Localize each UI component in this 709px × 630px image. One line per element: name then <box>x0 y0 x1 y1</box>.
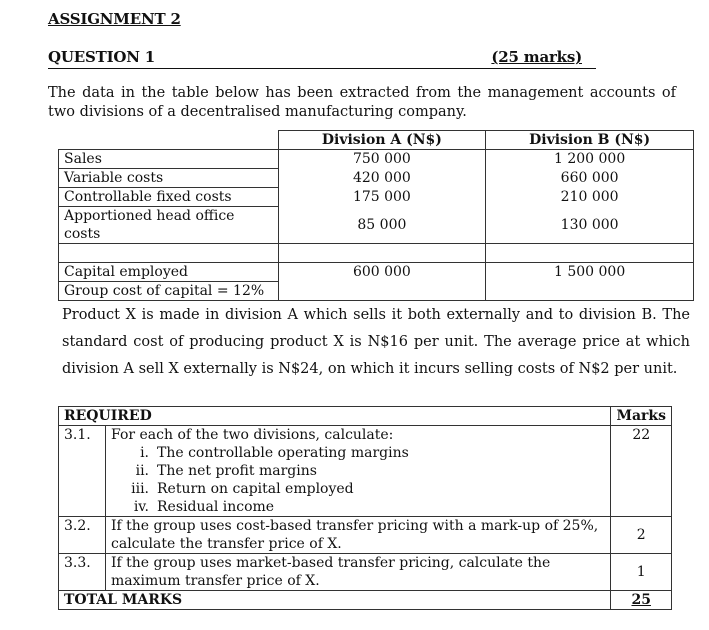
table-spacer-row <box>59 244 694 263</box>
required-header-row <box>59 407 672 426</box>
empty-cell <box>278 282 486 301</box>
empty-cell <box>486 282 694 301</box>
spacer-cell <box>278 244 486 263</box>
sub-item-numeral: ii. <box>135 463 149 479</box>
item-marks: 22 <box>611 426 672 517</box>
required-table <box>58 406 672 610</box>
division-b-value: 130 000 <box>486 207 694 244</box>
row-label: Variable costs <box>59 169 279 188</box>
item-text: For each of the two divisions, calculate: <box>111 427 394 443</box>
row-label: Capital employed <box>59 263 279 282</box>
sub-item-text: The controllable operating margins <box>157 445 409 461</box>
sub-item <box>115 444 605 462</box>
division-b-value: 660 000 <box>486 169 694 188</box>
question-header <box>48 48 596 69</box>
sub-item-numeral: iv. <box>133 499 149 515</box>
marks-header: Marks <box>611 407 672 426</box>
division-a-value: 85 000 <box>278 207 486 244</box>
row-label: Controllable fixed costs <box>59 188 279 207</box>
intro-text: The data in the table below has been extracted from the management accounts of two divisions of a decentralised manufacturing company. <box>48 85 676 120</box>
division-b-value: 1 200 000 <box>486 150 694 169</box>
sub-item <box>115 498 605 516</box>
header-division-b: Division B (N$) <box>486 131 694 150</box>
table-row <box>59 169 694 188</box>
assignment-heading: ASSIGNMENT 2 <box>48 10 181 28</box>
sub-item-text: Return on capital employed <box>157 481 354 497</box>
table-row <box>59 282 694 301</box>
item-number: 3.2. <box>59 517 106 554</box>
sub-item-text: The net profit margins <box>157 463 317 479</box>
question-marks: (25 marks) <box>491 48 582 66</box>
required-item-row <box>59 554 672 591</box>
item-text: If the group uses cost-based transfer pricing with a mark-up of 25%, calculate the transfer price of X. <box>106 517 611 554</box>
spacer-cell <box>59 244 279 263</box>
sub-item <box>115 462 605 480</box>
product-x-paragraph: Product X is made in division A which sells it both externally and to division B. The standard cost of producing product X is N$16 per unit. The average price at which division A sell X externally is N$24, on which it incurs selling costs of N$2 per unit. <box>62 307 690 377</box>
item-marks: 1 <box>611 554 672 591</box>
sub-item-numeral: i. <box>140 445 149 461</box>
division-a-value: 750 000 <box>278 150 486 169</box>
division-b-value: 1 500 000 <box>486 263 694 282</box>
division-a-value: 420 000 <box>278 169 486 188</box>
item-number: 3.1. <box>59 426 106 517</box>
header-division-a: Division A (N$) <box>278 131 486 150</box>
division-b-value: 210 000 <box>486 188 694 207</box>
sub-item-text: Residual income <box>157 499 275 515</box>
spacer-cell <box>486 244 694 263</box>
total-row <box>59 591 672 610</box>
division-data-table <box>58 130 694 301</box>
table-row <box>59 188 694 207</box>
item-content <box>106 426 611 517</box>
required-item-row <box>59 426 672 517</box>
row-label: Apportioned head office costs <box>59 207 279 244</box>
question-label: QUESTION 1 <box>48 48 156 66</box>
table-row <box>59 263 694 282</box>
table-row <box>59 207 694 244</box>
table-header-row <box>59 131 694 150</box>
sub-item-numeral: iii. <box>131 481 149 497</box>
sub-item <box>115 480 605 498</box>
item-number: 3.3. <box>59 554 106 591</box>
required-item-row <box>59 517 672 554</box>
group-cost-label: Group cost of capital = 12% <box>59 282 279 301</box>
table-row <box>59 150 694 169</box>
item-text: If the group uses market-based transfer pricing, calculate the maximum transfer price of X. <box>106 554 611 591</box>
item-marks: 2 <box>611 517 672 554</box>
division-a-value: 600 000 <box>278 263 486 282</box>
row-label: Sales <box>59 150 279 169</box>
division-a-value: 175 000 <box>278 188 486 207</box>
header-cell-empty <box>59 131 279 150</box>
total-label: TOTAL MARKS <box>59 591 611 610</box>
required-title: REQUIRED <box>59 407 611 426</box>
total-marks: 25 <box>611 591 672 610</box>
